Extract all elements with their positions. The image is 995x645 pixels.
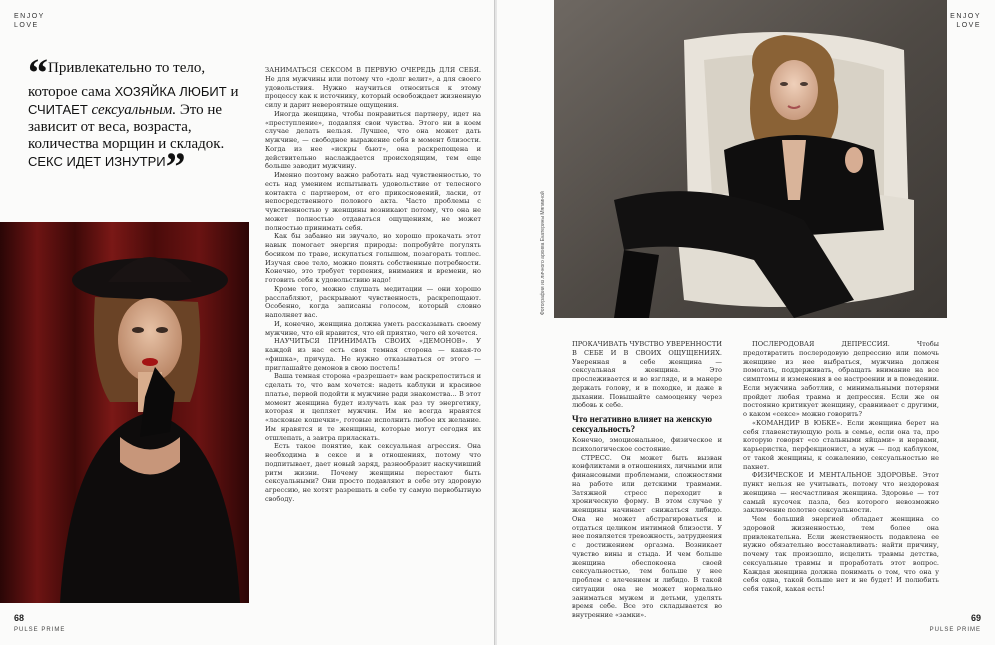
paragraph: Именно поэтому важно работать над чувственностью, то есть над умением испытывать удовольствие от телесного контакта с партнером, от его прикосновений, ласки, от непосредственного полового акта. Часто проблемы с чувственностью у женщины возникают потому, что она не может полностью отдаваться ощущениям, не может полностью принимать себя.: [265, 171, 481, 232]
pull-quote-text-3: Это не зависит от веса, возраста, количества морщин и складок.: [28, 102, 225, 152]
pull-quote-caps-2: СЧИТАЕТ: [28, 102, 88, 117]
pull-quote-caps-1: ХОЗЯЙКА ЛЮБИТ: [114, 84, 227, 99]
paragraph: Кроме того, можно слушать медитации — они хорошо расслабляют, раскрывают чувственность, раскрепощают. Особенно, когда записаны голосом, который словно наполняет вас.: [265, 284, 481, 319]
portrait-photo-chair: [554, 0, 947, 318]
close-quote-icon: ”: [165, 144, 186, 189]
page-number: 69: [970, 613, 981, 623]
paragraph: ЗАНИМАТЬСЯ СЕКСОМ В ПЕРВУЮ ОЧЕРЕДЬ ДЛЯ СЕБЯ. Не для мужчины или потому что «долг велит», а для своего удовольствия. Нужно научиться относиться к этому процессу как к источнику, который освобождает жизненную силу и дарит невероятные ощущения.: [265, 66, 481, 109]
left-page: [0, 0, 495, 645]
paragraph: ФИЗИЧЕСКОЕ И МЕНТАЛЬНОЕ ЗДОРОВЬЕ. Этот пункт нельзя не учитывать, потому что нездоровая женщина — несчастливая женщина. Здоровье — тот самый кусочек пазла, без которого невозможно заключение полотно сексуальности.: [743, 471, 939, 515]
pull-quote-text-1: Привлекательно то тело, которое сама: [28, 60, 206, 100]
right-page: [497, 0, 995, 645]
paragraph: НАУЧИТЬСЯ ПРИНИМАТЬ СВОИХ «ДЕМОНОВ». У каждой из нас есть своя темная сторона — какая-то «фишка», причуда. Не нужно отказываться от этого — приглашайте демонов в свою постель!: [265, 337, 481, 372]
paragraph: ПРОКАЧИВАТЬ ЧУВСТВО УВЕРЕННОСТИ В СЕБЕ И В СВОИХ ОЩУЩЕНИЯХ. Уверенная в себе женщина — сексуальная женщина. Это прослеживается и во взгляде, и в манере держать голову, и в походке, и даже в дыхании. Повышайте самооценку через любовь к себе.: [572, 340, 722, 410]
brand-line-1: ENJOY: [14, 13, 45, 20]
portrait-photo-hat: [0, 222, 249, 603]
portrait-photo-chair-illustration: [554, 0, 947, 318]
section-brand: [950, 12, 981, 30]
article-column-left-page: [265, 66, 481, 504]
section-brand: [14, 12, 45, 30]
article-column-right-2: [743, 340, 939, 594]
open-quote-icon: “: [28, 50, 48, 95]
photo-credit-text: Фотографии из личного архива Екатерины Мягминой: [540, 191, 546, 315]
photo-credit: [540, 165, 550, 315]
paragraph: Есть такое понятие, как сексуальная агрессия. Она необходима в сексе и в отношениях, потому что подпитывает, дает новый заряд, разнообразит наскучивший ритм жизни. Почему женщины перестают быть сексуальными? Они просто подавляют в себе эту здоровую агрессию, не хотят разрешать в себе ту самую первобытную свободу.: [265, 442, 481, 503]
pull-quote-caps-3: СЕКС ИДЕТ ИЗНУТРИ: [28, 154, 166, 169]
portrait-photo-hat-illustration: [0, 222, 249, 603]
pull-quote-text-2: и: [226, 84, 239, 100]
paragraph: Конечно, эмоциональное, физическое и психологическое состояние.: [572, 436, 722, 453]
paragraph: И, конечно, женщина должна уметь рассказывать своему мужчине, что ей нравится, что ей приятно, чего ей хочется.: [265, 319, 481, 337]
magazine-name: PULSE PRIME: [929, 627, 981, 633]
paragraph: Ваша темная сторона «разрешает» вам раскрепоститься и сделать то, что вам хочется: надеть каблуки и красивое платье, первой подойти к мужчине ради знакомства... В этот момент женщина будет излучать как раз ту энергетику, которая и цепляет мужчин. Им не всегда нравятся «ласковые кошечки», готовые исполнить любое их желание. Им нравятся и те женщины, которые могут сегодня их отшлепать, а завтра приласкать.: [265, 372, 481, 442]
paragraph: Чем больший энергией обладает женщина со здоровой жизненностью, тем более она привлекательна. Если женственность подавлена ее нужно обязательно восстанавливать: найти причину, почему так произошло, исцелить травмы детства, сексуальные травмы и проработать этот вопрос. Каждая женщина должна понимать о том, что она у себя одна, такой больше нет и не будет! И полюбить себя такой, какая есть!: [743, 515, 939, 593]
brand-line-1: ENJOY: [950, 13, 981, 20]
pull-quote-italic: сексуальным.: [91, 102, 177, 118]
paragraph: СТРЕСС. Он может быть вызван конфликтами в отношениях, личными или финансовыми проблемами, сложностями на работе или детскими травмами. Затяжной стресс переходит в хроническую форму. В этом случае у женщины начинает снижаться либидо. Она не может абстрагироваться и отдаться целиком интимной близости. У нее появляется тревожность, затруднения с достижением оргазма. Возникает чувство вины и стыда. И чем больше женщина обеспокоена своей сексуальностью, тем больше у нее проблем с влечением и либидо. В такой ситуации она не может нормально заниматься мужем и детьми, уделять время себе. Все это складывается во внутренние «замки».: [572, 453, 722, 619]
paragraph: «КОМАНДИР В ЮБКЕ». Если женщина берет на себя главенствующую роль в семье, если она та, про которую говорят «со стальными яйцами» и нервами, карьеристка, перфекционист, а муж — под каблуком, от такой женщины, к сожалению, сексуальностью не пахнет.: [743, 418, 939, 471]
brand-line-2: LOVE: [14, 22, 39, 29]
subheading: Что негативно влияет на женскую сексуальность?: [572, 414, 713, 434]
paragraph: Как бы забавно ни звучало, но хорошо прокачать этот навык помогает энергия природы: попробуйте погулять босиком по траве, искупаться голышом, позагорать топлес. Изучая свое тело, можно понять собственные потребности. Конечно, это требует терпения, внимания и времени, но готовить себя к удовольствию надо!: [265, 232, 481, 284]
magazine-name: PULSE PRIME: [14, 627, 66, 633]
brand-line-2: LOVE: [956, 22, 981, 29]
pull-quote: [28, 50, 248, 189]
paragraph: Иногда женщина, чтобы понравиться партнеру, идет на «преступление», подавляя свои чувства. Этого ни в коем случае делать нельзя. Лучшее, что она может дать мужчине, — свободное выражение себя в момент близости. Когда из нее «искры бьют», она раскрепощена и действительно наслаждается происходящим, тем еще больше заводит мужчину.: [265, 109, 481, 171]
article-column-right-1: [572, 340, 722, 620]
page-number: 68: [14, 613, 25, 623]
paragraph: ПОСЛЕРОДОВАЯ ДЕПРЕССИЯ. Чтобы предотвратить послеродовую депрессию или помочь женщине из нее выбраться, мужчина должен помогать, поддерживать, обращать внимание на все симптомы и изменения в ее настроении и в поведении. Если мужчина заботлив, с минимальными потерями пройдет любая травма и депрессия. Если же он постоянно критикует женщину, сравнивает с другими, о каком «сексе» можно говорить?: [743, 340, 939, 418]
